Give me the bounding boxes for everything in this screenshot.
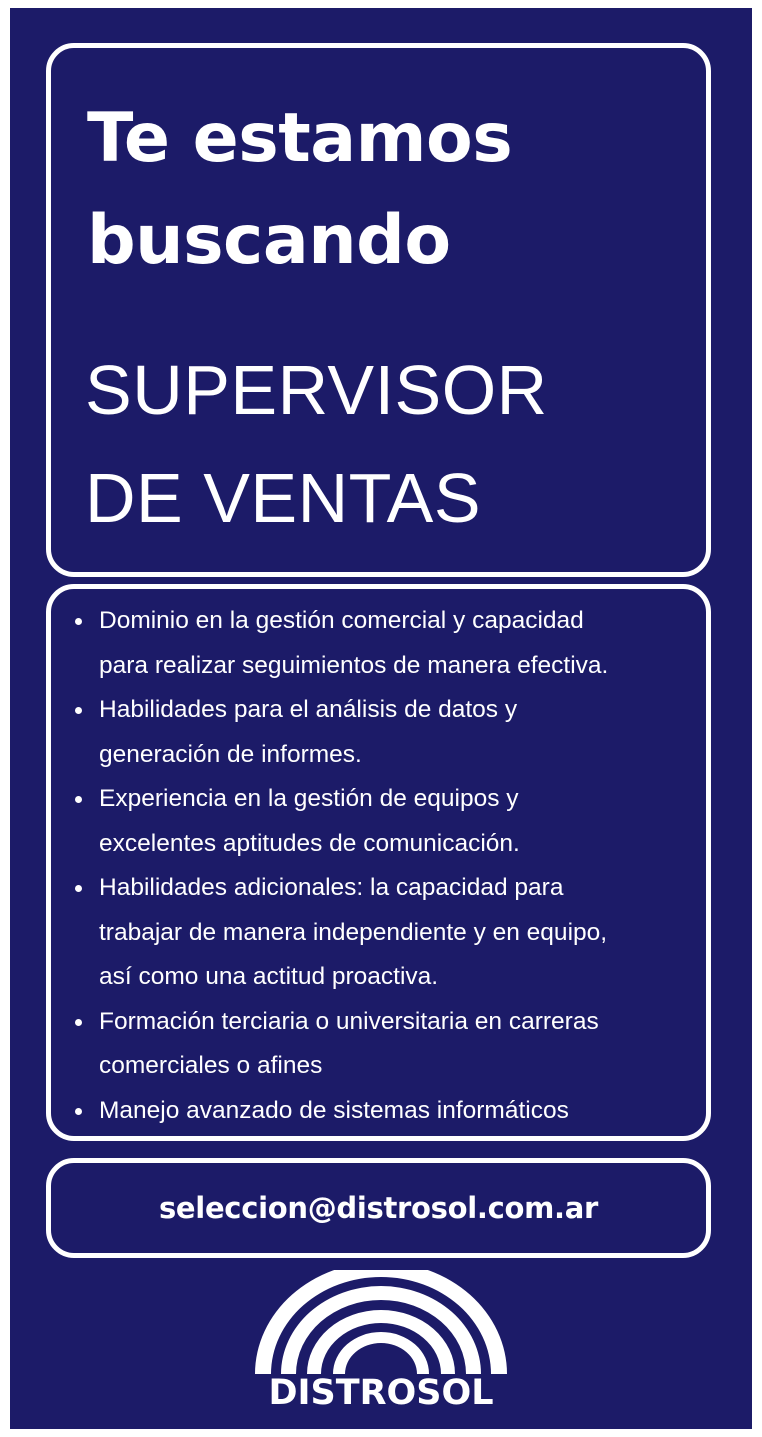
- bullet-icon: [75, 796, 82, 803]
- requirement-item: [73, 777, 713, 866]
- title-panel: [46, 43, 711, 577]
- sun-arcs-logo-icon: [235, 1270, 527, 1380]
- requirement-item: [73, 688, 713, 777]
- logo-wordmark: DISTROSOL: [268, 1373, 494, 1413]
- requirement-line: generación de informes.: [99, 740, 362, 768]
- requirement-item: [73, 866, 713, 1000]
- job-role-line-2: DE VENTAS: [85, 459, 482, 537]
- requirement-item: [73, 1089, 713, 1134]
- requirement-line: Experiencia en la gestión de equipos y: [99, 785, 519, 812]
- requirement-line: Habilidades adicionales: la capacidad para: [99, 874, 564, 901]
- bullet-icon: [75, 885, 82, 892]
- requirements-list: [73, 599, 713, 1133]
- requirement-item: [73, 1000, 713, 1089]
- requirement-line: comerciales o afines: [99, 1052, 323, 1079]
- headline: [87, 88, 512, 292]
- requirement-line: trabajar de manera independiente y en equipo,: [99, 918, 608, 946]
- requirement-item: [73, 599, 713, 688]
- requirement-line: Habilidades para el análisis de datos y: [99, 696, 518, 723]
- job-poster: [10, 8, 752, 1429]
- requirement-line: excelentes aptitudes de comunicación.: [99, 829, 520, 857]
- contact-panel: [46, 1158, 711, 1258]
- contact-email[interactable]: seleccion@distrosol.com.ar: [158, 1191, 599, 1225]
- job-role-line-1: SUPERVISOR: [85, 351, 548, 429]
- headline-line-1: Te estamos: [87, 99, 513, 178]
- requirement-line: Dominio en la gestión comercial y capacidad: [99, 607, 584, 634]
- company-logo: [235, 1270, 527, 1430]
- requirements-panel: [46, 584, 711, 1141]
- bullet-icon: [75, 707, 82, 714]
- requirement-line: así como una actitud proactiva.: [99, 963, 439, 990]
- requirement-line: para realizar seguimientos de manera efectiva.: [99, 651, 609, 679]
- job-role-title: [85, 336, 548, 552]
- requirement-line: Manejo avanzado de sistemas informáticos: [99, 1096, 569, 1124]
- bullet-icon: [75, 1019, 82, 1026]
- requirement-line: Formación terciaria o universitaria en carreras: [99, 1007, 599, 1035]
- bullet-icon: [75, 618, 82, 625]
- headline-line-2: buscando: [87, 201, 451, 280]
- bullet-icon: [75, 1108, 82, 1115]
